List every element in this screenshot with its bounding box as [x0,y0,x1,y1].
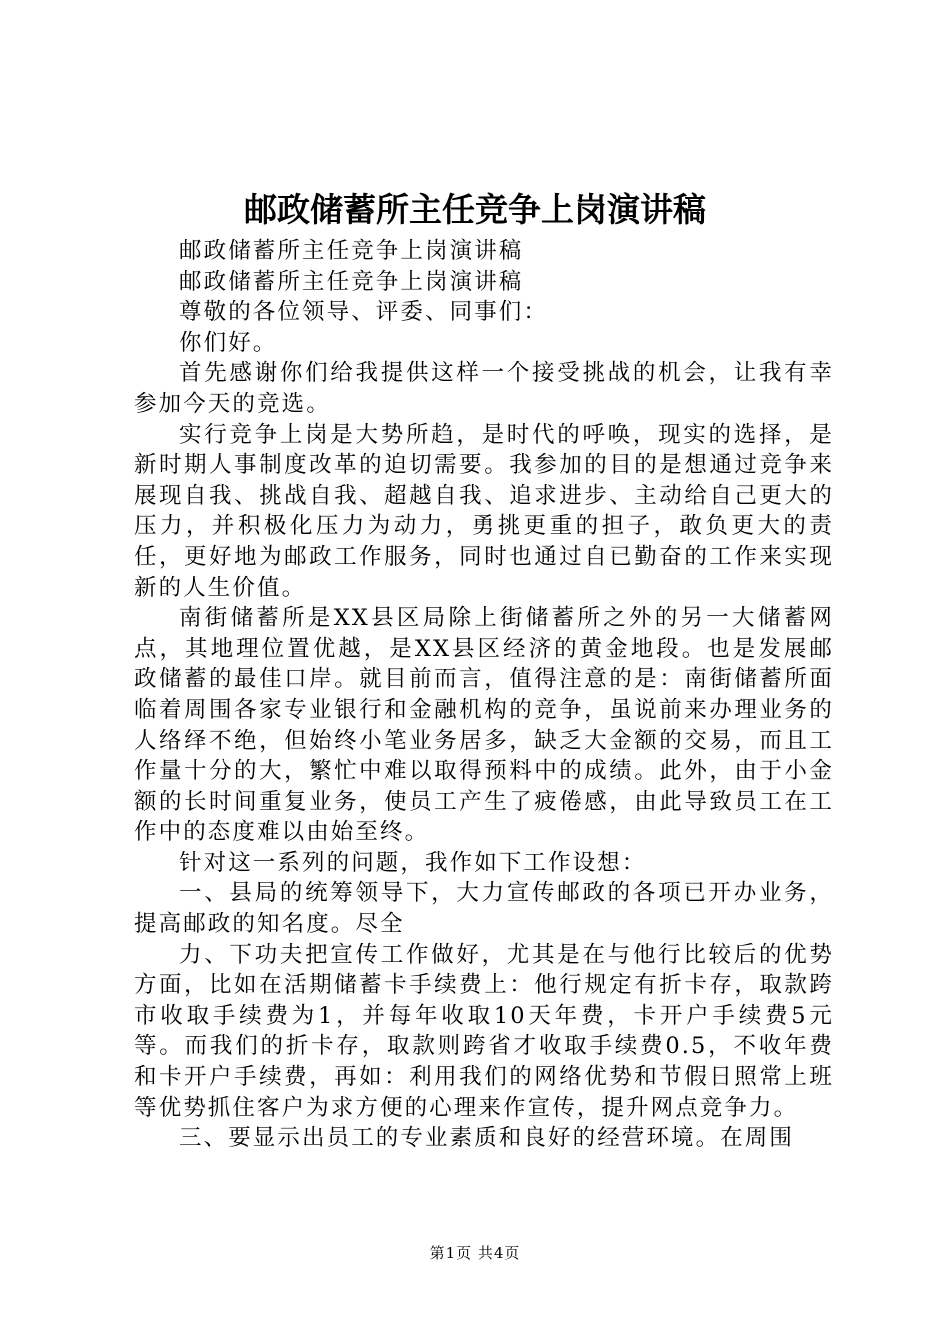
paragraph-plan-item-3: 三、要显示出员工的专业素质和良好的经营环境。在周围 [179,1125,795,1152]
paragraph-plan-item-1-continued: 力、下功夫把宣传工作做好，尤其是在与他行比较后的优势方面，比如在活期储蓄卡手续费上：他行规定有折卡存，取款跨市收取手续费为1，并每年收取10天年费，卡开户手续费5元等。而我们的折卡存，取款则跨省才收取手续费0.5，不收年费和卡开户手续费，再如：利用我们的网络优势和节假日照常上班等优势抓住客户为求方便的心理来作宣传，提升网点竞争力。 [134,941,834,1121]
paragraph-heading-repeat-2: 邮政储蓄所主任竞争上岗演讲稿 [179,268,524,295]
document-body [134,236,834,1154]
document-title: 邮政储蓄所主任竞争上岗演讲稿 [244,190,706,229]
page-number-footer: 第1页 共4页 [429,1244,521,1262]
paragraph-greeting: 你们好。 [179,329,278,356]
paragraph-thanks: 首先感谢你们给我提供这样一个接受挑战的机会，让我有幸参加今天的竞选。 [134,360,834,417]
paragraph-plan-item-1: 一、县局的统筹领导下，大力宣传邮政的各项已开办业务，提高邮政的知名度。尽全 [134,880,834,938]
paragraph-branch-situation: 南街储蓄所是XX县区局除上街储蓄所之外的另一大储蓄网点，其地理位置优越，是XX县区经济的黄金地段。也是发展邮政储蓄的最佳口岸。就目前而言，值得注意的是：南街储蓄所面临着周围各家专业银行和金融机构的竞争，虽说前来办理业务的人络绎不绝，但始终小笔业务居多，缺乏大金额的交易，而且工作量十分的大，繁忙中难以取得预料中的成绩。此外，由于小金额的长时间重复业务，使员工产生了疲倦感，由此导致员工在工作中的态度难以由始至终。 [134,605,834,846]
paragraph-motivation: 实行竞争上岗是大势所趋，是时代的呼唤，现实的选择，是新时期人事制度改革的迫切需要。我参加的目的是想通过竞争来展现自我、挑战自我、超越自我、追求进步、主动给自己更大的压力，并积极化压力为动力，勇挑更重的担子，敢负更大的责任，更好地为邮政工作服务，同时也通过自已勤奋的工作来实现新的人生价值。 [134,421,834,601]
paragraph-heading-repeat-1: 邮政储蓄所主任竞争上岗演讲稿 [179,238,524,264]
paragraph-salutation: 尊敬的各位领导、评委、同事们： [179,299,549,326]
paragraph-plan-intro: 针对这一系列的问题，我作如下工作设想： [179,849,647,876]
